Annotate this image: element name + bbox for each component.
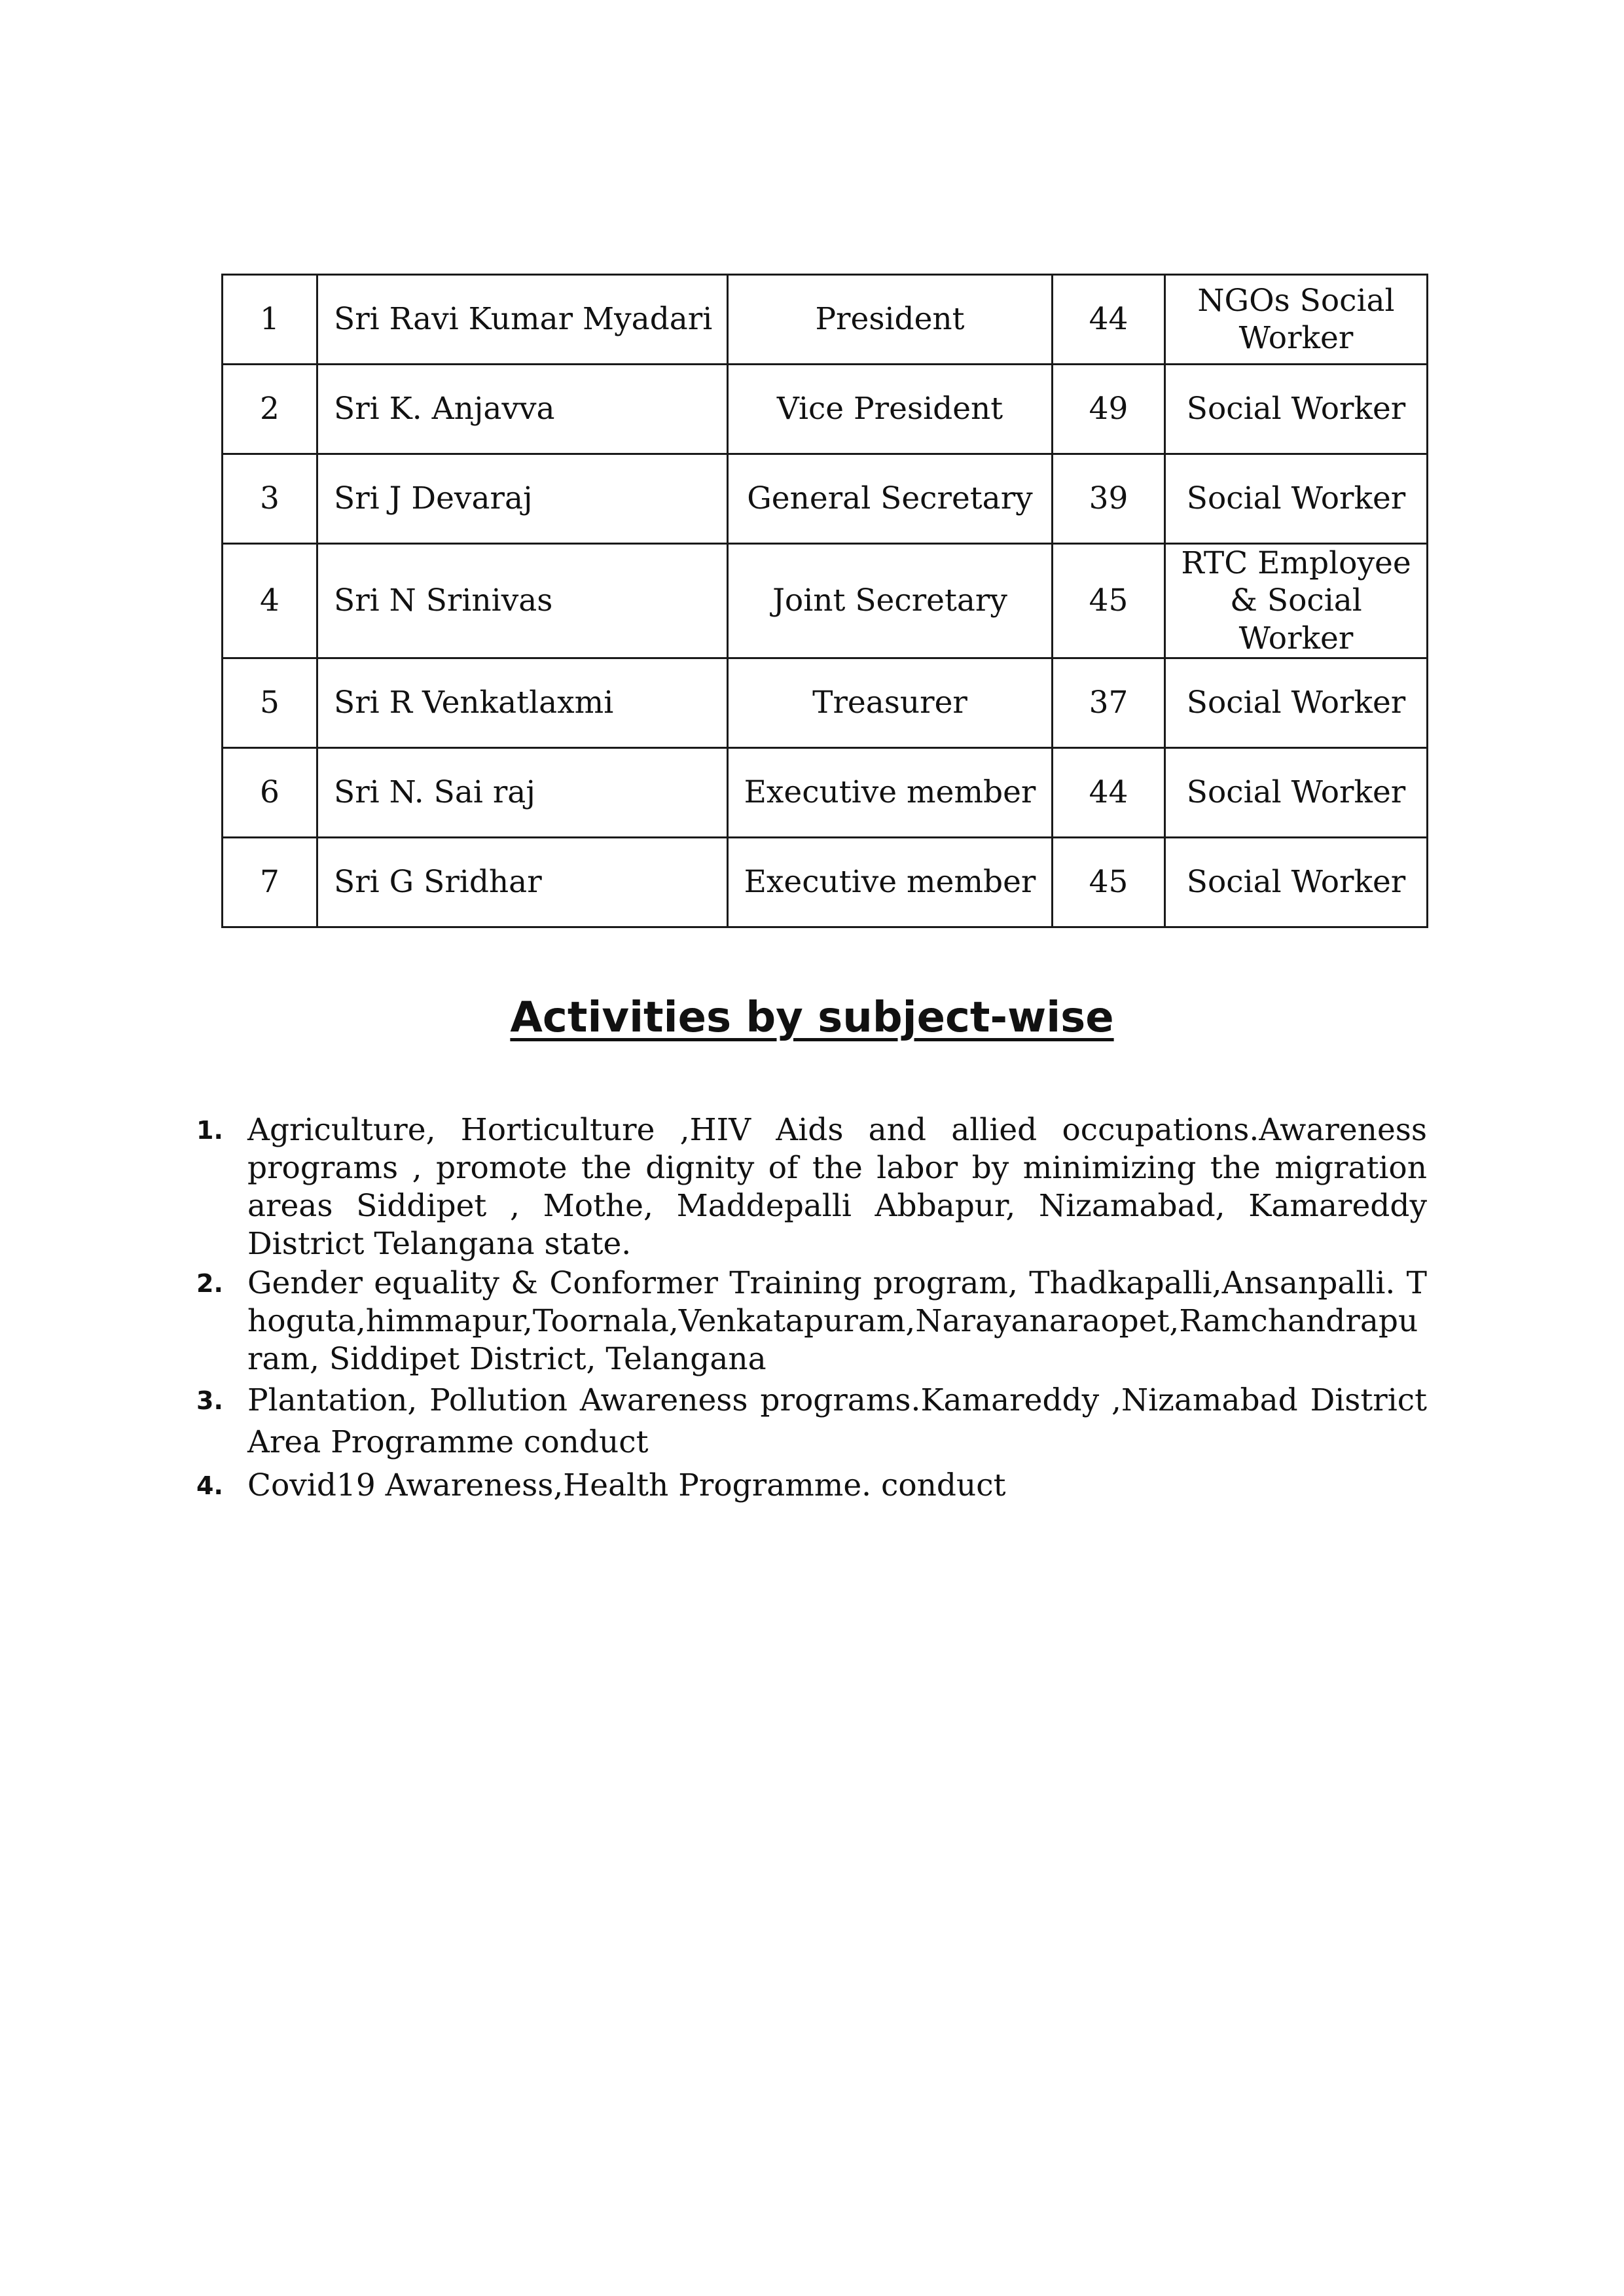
member-designation: Executive member <box>728 747 1053 837</box>
member-name: Sri Ravi Kumar Myadari <box>317 275 728 365</box>
member-age: 37 <box>1053 658 1165 747</box>
member-occupation: RTC Employee & Social Worker <box>1165 544 1428 658</box>
member-number: 1 <box>223 275 317 365</box>
member-number: 5 <box>223 658 317 747</box>
list-item <box>196 1265 1427 1378</box>
member-number: 3 <box>223 454 317 544</box>
list-item-number: 2. <box>196 1269 223 1298</box>
activities-list <box>196 1111 1427 1508</box>
table-row <box>223 837 1428 927</box>
table-row <box>223 275 1428 365</box>
member-age: 49 <box>1053 365 1165 454</box>
member-age: 39 <box>1053 454 1165 544</box>
list-item <box>196 1380 1427 1463</box>
member-designation: Joint Secretary <box>728 544 1053 658</box>
member-number: 4 <box>223 544 317 658</box>
member-designation: Vice President <box>728 365 1053 454</box>
member-occupation: Social Worker <box>1165 454 1428 544</box>
list-item-text: Covid19 Awareness,Health Programme. conduct <box>247 1467 1006 1503</box>
member-designation: Executive member <box>728 837 1053 927</box>
table-row <box>223 747 1428 837</box>
list-item-text: Plantation, Pollution Awareness programs.Kamareddy ,Nizamabad District Area Programme conduct <box>247 1382 1427 1460</box>
member-name: Sri K. Anjavva <box>317 365 728 454</box>
member-number: 6 <box>223 747 317 837</box>
list-item-number: 1. <box>196 1116 223 1145</box>
list-item <box>196 1465 1427 1507</box>
member-name: Sri J Devaraj <box>317 454 728 544</box>
member-occupation: Social Worker <box>1165 658 1428 747</box>
list-item-number: 4. <box>196 1471 223 1500</box>
member-designation: General Secretary <box>728 454 1053 544</box>
member-age: 44 <box>1053 275 1165 365</box>
table-row <box>223 544 1428 658</box>
member-age: 44 <box>1053 747 1165 837</box>
member-name: Sri N. Sai raj <box>317 747 728 837</box>
member-name: Sri G Sridhar <box>317 837 728 927</box>
list-item-text: Gender equality & Conformer Training program, Thadkapalli,Ansanpalli. Thoguta,himmapur,Toornala,Venkatapuram,Narayanaraopet,Ramchandrapuram, Siddipet District, Telangana <box>247 1265 1427 1377</box>
member-occupation: Social Worker <box>1165 365 1428 454</box>
member-number: 7 <box>223 837 317 927</box>
table-row <box>223 365 1428 454</box>
table-row <box>223 658 1428 747</box>
member-age: 45 <box>1053 837 1165 927</box>
activities-heading: Activities by subject-wise <box>510 994 1114 1042</box>
member-age: 45 <box>1053 544 1165 658</box>
member-occupation: NGOs Social Worker <box>1165 275 1428 365</box>
members-table <box>221 274 1428 928</box>
member-occupation: Social Worker <box>1165 747 1428 837</box>
member-name: Sri R Venkatlaxmi <box>317 658 728 747</box>
member-number: 2 <box>223 365 317 454</box>
table-row <box>223 454 1428 544</box>
member-name: Sri N Srinivas <box>317 544 728 658</box>
member-designation: President <box>728 275 1053 365</box>
list-item-number: 3. <box>196 1386 223 1415</box>
list-item <box>196 1111 1427 1263</box>
list-item-text: Agriculture, Horticulture ,HIV Aids and allied occupations.Awareness programs , promote the dignity of the labor by minimizing the migration areas Siddipet , Mothe, Maddepalli Abbapur, Nizamabad, Kamareddy District Telangana state. <box>247 1112 1427 1262</box>
member-designation: Treasurer <box>728 658 1053 747</box>
member-occupation: Social Worker <box>1165 837 1428 927</box>
